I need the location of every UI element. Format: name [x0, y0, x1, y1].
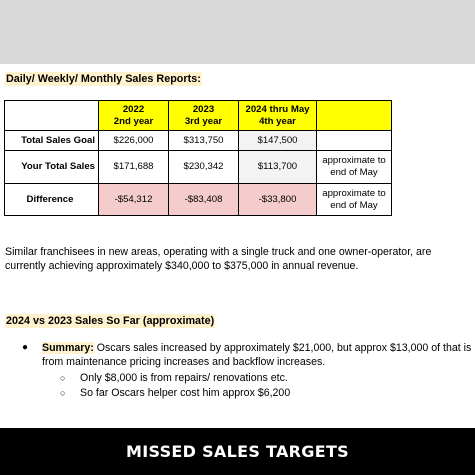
cell-2024: $113,700 [239, 151, 317, 184]
document-page [0, 64, 475, 410]
table-row [5, 184, 392, 216]
cell-note: approximate to end of May [317, 151, 392, 184]
row-label: Difference [5, 184, 99, 216]
sales-table [4, 100, 392, 216]
summary-label: Summary: [42, 342, 94, 354]
banner-text: MISSED SALES TARGETS [126, 442, 349, 461]
cell-2022: $226,000 [99, 131, 169, 151]
row-label: Total Sales Goal [5, 131, 99, 151]
sub-bullet-text: Only $8,000 is from repairs/ renovations etc. [80, 372, 288, 384]
cell-2022: $171,688 [99, 151, 169, 184]
cell-2023: -$83,408 [169, 184, 239, 216]
table-row [5, 131, 392, 151]
table-header-row [5, 101, 392, 131]
header-empty-cell [5, 101, 99, 131]
cell-2024: $147,500 [239, 131, 317, 151]
header-2024: 2024 thru May 4th year [239, 101, 317, 131]
cell-2023: $230,342 [169, 151, 239, 184]
bullet-circle-icon: ○ [60, 388, 66, 398]
title-banner [0, 428, 475, 475]
bullet-dot-icon: ● [22, 342, 29, 353]
cell-2023: $313,750 [169, 131, 239, 151]
header-2023: 2023 3rd year [169, 101, 239, 131]
sub-bullet-text: So far Oscars helper cost him approx $6,200 [80, 387, 291, 399]
cell-note [317, 131, 392, 151]
sub-bullet [60, 371, 288, 385]
reports-heading: Daily/ Weekly/ Monthly Sales Reports: [6, 73, 201, 85]
comparison-heading: 2024 vs 2023 Sales So Far (approximate) [6, 315, 215, 327]
cell-2022: -$54,312 [99, 184, 169, 216]
franchisee-paragraph: Similar franchisees in new areas, operating with a single truck and one owner-operator, are currently achieving approximately $340,000 to $375,000 in annual revenue. [5, 246, 432, 272]
row-label: Your Total Sales [5, 151, 99, 184]
header-note-cell [317, 101, 392, 131]
top-gray-band [0, 0, 475, 64]
bullet-circle-icon: ○ [60, 373, 66, 383]
sub-bullet [60, 386, 290, 400]
table-row [5, 151, 392, 184]
summary-bullet [22, 341, 472, 369]
summary-text: Oscars sales increased by approximately $21,000, but approx $13,000 of that is from maintenance pricing increases and backflow increases. [42, 342, 472, 368]
header-2022: 2022 2nd year [99, 101, 169, 131]
cell-note: approximate to end of May [317, 184, 392, 216]
cell-2024: -$33,800 [239, 184, 317, 216]
